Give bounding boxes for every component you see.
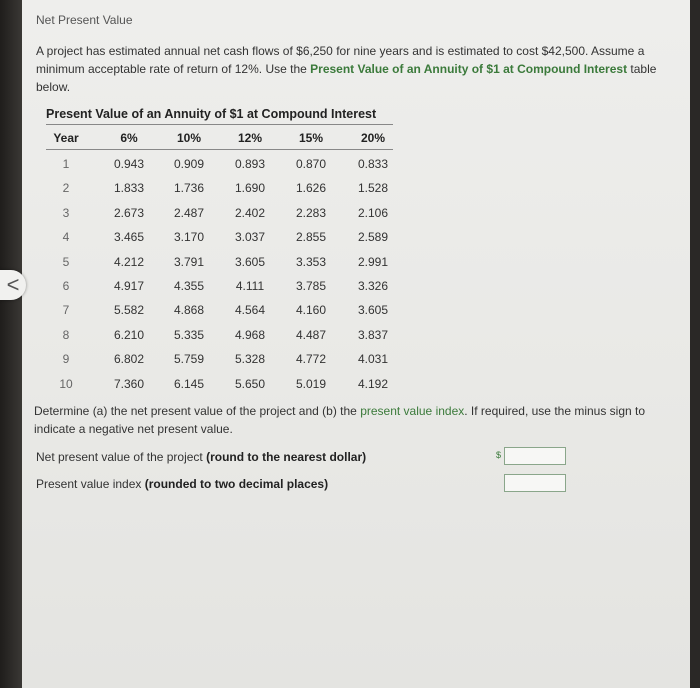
table-row xyxy=(46,328,393,346)
table-cell-value: 2.855 xyxy=(295,230,327,245)
table-row xyxy=(46,181,393,199)
table-cell-value: 1.626 xyxy=(295,181,327,196)
table-row xyxy=(46,230,393,248)
table-cell-year: 2 xyxy=(62,181,70,196)
npv-label: Net present value of the project xyxy=(36,450,207,464)
table-cell-value: 4.111 xyxy=(235,279,265,293)
table-cell-value: 3.037 xyxy=(234,230,266,245)
table-cell-value: 6.145 xyxy=(173,376,205,391)
header-6pct: 6% xyxy=(120,131,138,145)
table-cell-year: 4 xyxy=(62,230,70,245)
pvi-input[interactable] xyxy=(504,474,566,492)
pvi-label: Present value index xyxy=(36,477,145,491)
table-cell-value: 4.355 xyxy=(173,279,205,293)
table-cell-value: 4.772 xyxy=(295,352,327,367)
table-row xyxy=(46,157,393,175)
table-cell-year: 8 xyxy=(62,327,70,342)
table-cell-year: 1 xyxy=(62,157,70,171)
table-cell-year: 10 xyxy=(59,376,73,391)
table-cell-value: 6.210 xyxy=(113,327,145,342)
table-cell-value: 3.791 xyxy=(173,254,205,269)
table-row xyxy=(46,206,393,224)
table-cell-value: 1.528 xyxy=(357,181,389,196)
table-cell-value: 3.353 xyxy=(295,254,327,269)
back-arrow-icon[interactable]: < xyxy=(0,270,26,300)
table-cell-value: 2.991 xyxy=(357,254,389,269)
instructions-part2: . If required, use the minus sign to indicate a negative net present value. xyxy=(34,404,646,436)
table-cell-value: 4.968 xyxy=(234,327,266,342)
table-cell-value: 2.673 xyxy=(113,205,145,220)
header-year: Year xyxy=(53,131,79,145)
table-cell-value: 3.605 xyxy=(234,254,266,269)
table-cell-value: 7.360 xyxy=(113,376,145,391)
table-cell-value: 2.402 xyxy=(234,205,266,220)
table-cell-value: 2.487 xyxy=(173,205,205,220)
table-cell-value: 4.192 xyxy=(357,376,389,391)
table-cell-value: 3.170 xyxy=(173,230,205,245)
table-cell-value: 2.106 xyxy=(357,205,389,220)
table-cell-year: 6 xyxy=(62,279,70,293)
table-cell-value: 1.690 xyxy=(234,181,266,196)
pvi-hint: (rounded to two decimal places) xyxy=(144,477,329,491)
table-cell-value: 2.589 xyxy=(357,230,389,245)
table-cell-value: 5.019 xyxy=(295,376,327,391)
table-cell-value: 5.650 xyxy=(234,376,266,391)
pvi-question xyxy=(36,477,328,491)
currency-symbol: $ xyxy=(496,450,502,460)
table-cell-value: 0.833 xyxy=(357,157,389,171)
npv-input[interactable] xyxy=(504,447,566,465)
table-row xyxy=(46,377,393,395)
table-cell-value: 3.785 xyxy=(295,279,327,293)
table-cell-year: 3 xyxy=(62,205,70,220)
question-sheet xyxy=(22,0,690,688)
table-row xyxy=(46,352,393,370)
table-header-rule xyxy=(46,149,393,150)
npv-hint: (round to the nearest dollar) xyxy=(206,450,367,464)
table-caption: Present Value of an Annuity of $1 at Compound Interest xyxy=(46,107,377,121)
table-top-rule xyxy=(46,124,393,125)
table-cell-value: 4.212 xyxy=(113,254,145,269)
problem-emphasis: Present Value of an Annuity of $1 at Compound Interest xyxy=(310,62,628,76)
page-title: Net Present Value xyxy=(36,13,133,27)
header-10pct: 10% xyxy=(176,131,202,145)
table-cell-value: 3.465 xyxy=(113,230,145,245)
present-value-index-link[interactable]: present value index xyxy=(360,404,465,418)
table-row xyxy=(46,303,393,321)
table-cell-value: 4.031 xyxy=(357,352,389,367)
table-cell-value: 3.605 xyxy=(357,303,389,318)
left-edge xyxy=(0,0,22,688)
table-cell-value: 5.582 xyxy=(113,303,145,318)
table-cell-value: 1.736 xyxy=(173,181,205,196)
table-cell-year: 7 xyxy=(62,303,70,318)
table-cell-value: 4.160 xyxy=(295,303,327,318)
table-cell-value: 5.335 xyxy=(173,327,205,342)
table-cell-value: 3.837 xyxy=(357,327,389,342)
table-cell-value: 1.833 xyxy=(113,181,145,196)
npv-question xyxy=(36,450,366,464)
table-cell-value: 5.328 xyxy=(234,352,266,367)
table-cell-value: 0.870 xyxy=(295,157,327,171)
table-cell-value: 4.564 xyxy=(234,303,266,318)
table-header xyxy=(46,131,393,149)
problem-text-after: table below. xyxy=(36,62,657,94)
table-cell-value: 0.909 xyxy=(173,157,205,171)
table-cell-value: 6.802 xyxy=(113,352,145,367)
header-15pct: 15% xyxy=(298,131,324,145)
table-row xyxy=(46,279,393,297)
header-12pct: 12% xyxy=(237,131,263,145)
header-20pct: 20% xyxy=(360,131,386,145)
problem-statement xyxy=(36,42,676,96)
table-row xyxy=(46,255,393,273)
table-cell-value: 3.326 xyxy=(357,279,389,293)
table-cell-value: 0.893 xyxy=(234,157,266,171)
table-cell-value: 0.943 xyxy=(113,157,145,171)
table-cell-value: 4.917 xyxy=(113,279,145,293)
instructions-part1: Determine (a) the net present value of the project and (b) the xyxy=(34,404,361,418)
table-cell-value: 4.487 xyxy=(295,327,327,342)
table-cell-year: 9 xyxy=(62,352,70,367)
problem-text-before: A project has estimated annual net cash flows of $6,250 for nine years and is estimated to cost $42,500. Assume a minimum acceptable rate of return of 12%. Use the xyxy=(36,44,645,76)
instructions xyxy=(34,402,684,438)
table-cell-value: 2.283 xyxy=(295,205,327,220)
table-cell-year: 5 xyxy=(62,254,70,269)
table-cell-value: 5.759 xyxy=(173,352,205,367)
table-cell-value: 4.868 xyxy=(173,303,205,318)
